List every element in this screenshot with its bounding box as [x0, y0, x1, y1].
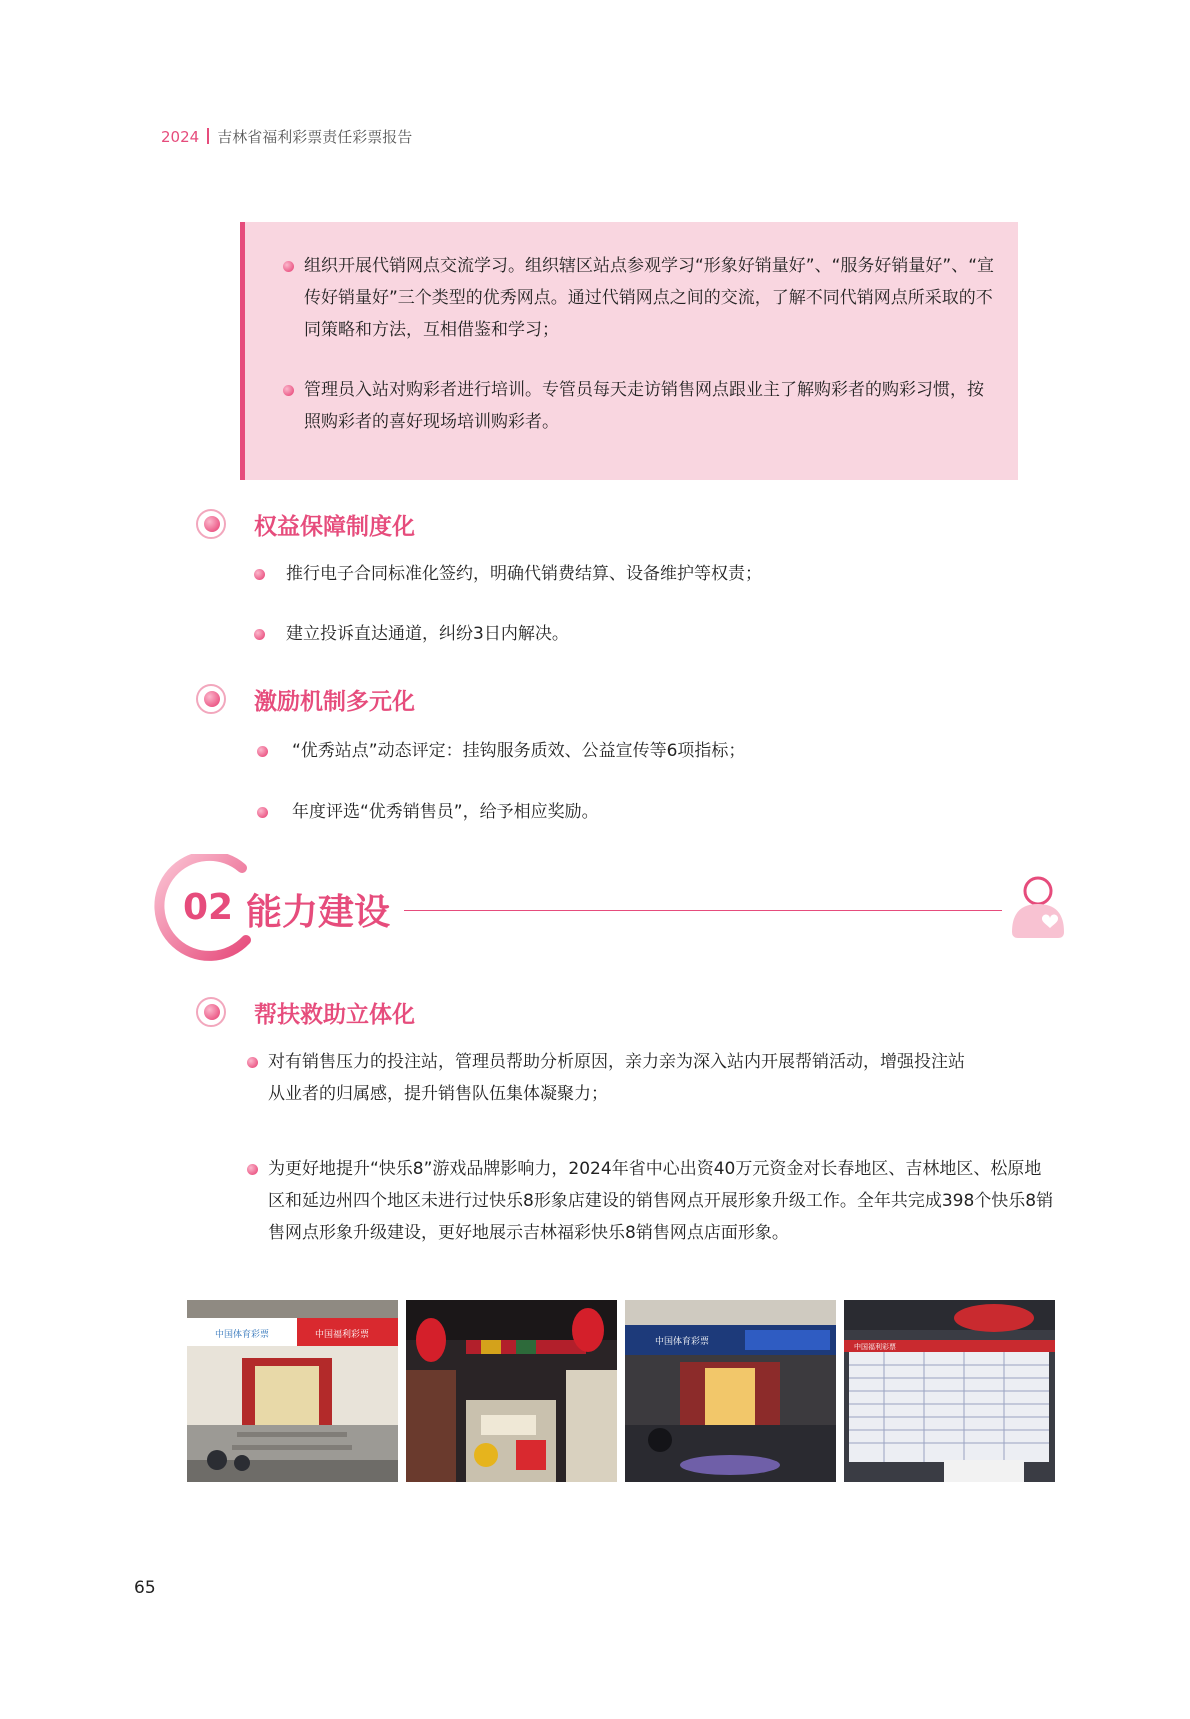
section-incentive-item-2: 年度评选“优秀销售员”，给予相应奖励。 [292, 802, 599, 822]
highlight-box-accent-bar [240, 222, 245, 480]
section-incentive-item-1: “优秀站点”动态评定：挂钩服务质效、公益宣传等6项指标； [292, 741, 746, 761]
section-ring-icon [196, 509, 226, 539]
section-rights-item-1: 推行电子合同标准化签约，明确代销费结算、设备维护等权责； [286, 564, 762, 584]
header-title: 吉林省福利彩票责任彩票报告 [217, 128, 413, 146]
bullet-icon [257, 807, 268, 818]
intro-item-2: 管理员入站对购彩者进行培训。专管员每天走访销售网点跟业主了解购彩者的购彩习惯，按照购彩者的喜好现场培训购彩者。 [304, 380, 984, 432]
chapter-rule [404, 910, 1002, 911]
section-title-incentive: 激励机制多元化 [254, 689, 415, 715]
bullet-icon [254, 569, 265, 580]
sign-sports-lottery: 中国体育彩票 [215, 1330, 270, 1340]
bullet-icon [254, 629, 265, 640]
section-ring-icon [196, 997, 226, 1027]
bullet-icon [283, 261, 294, 272]
photo-storefront-2 [625, 1300, 836, 1482]
section-rights-item-2: 建立投诉直达通道，纠纷3日内解决。 [286, 624, 569, 644]
photo-storefront-1 [187, 1300, 398, 1482]
chapter-number: 02 [183, 887, 234, 928]
section-title-assistance: 帮扶救助立体化 [254, 1002, 415, 1028]
intro-item-1: 组织开展代销网点交流学习。组织辖区站点参观学习“形象好销量好”、“服务好销量好”、“宣传好销量好”三个类型的优秀网点。通过代销网点之间的交流，了解不同代销网点所采取的不同策略和方法，互相借鉴和学习； [304, 256, 995, 340]
photo-shop-interior [406, 1300, 617, 1482]
sign-welfare-lottery: 中国福利彩票 [315, 1330, 370, 1340]
heart-bag-icon [1006, 874, 1070, 942]
bullet-icon [247, 1164, 258, 1175]
chapter-title: 能力建设 [246, 892, 391, 933]
photo-results-board [844, 1300, 1055, 1482]
bullet-icon [283, 385, 294, 396]
sign-welfare-lottery: 中国福利彩票 [854, 1343, 896, 1351]
section-title-rights: 权益保障制度化 [254, 514, 415, 540]
sign-sports-lottery: 中国体育彩票 [655, 1337, 710, 1347]
bullet-icon [257, 746, 268, 757]
section-ring-icon [196, 684, 226, 714]
assistance-item-1: 对有销售压力的投注站，管理员帮助分析原因，亲力亲为深入站内开展帮销活动，增强投注站从业者的归属感，提升销售队伍集体凝聚力； [268, 1052, 965, 1104]
assistance-item-2: 为更好地提升“快乐8”游戏品牌影响力，2024年省中心出资40万元资金对长春地区、吉林地区、松原地区和延边州四个地区未进行过快乐8形象店建设的销售网点开展形象升级工作。全年共完成398个快乐8销售网点形象升级建设，更好地展示吉林福彩快乐8销售网点店面形象。 [268, 1159, 1054, 1243]
header-year: 2024 [161, 128, 200, 146]
bullet-icon [247, 1057, 258, 1068]
page-number: 65 [134, 1578, 156, 1598]
running-header [161, 126, 412, 147]
header-divider [207, 128, 209, 144]
